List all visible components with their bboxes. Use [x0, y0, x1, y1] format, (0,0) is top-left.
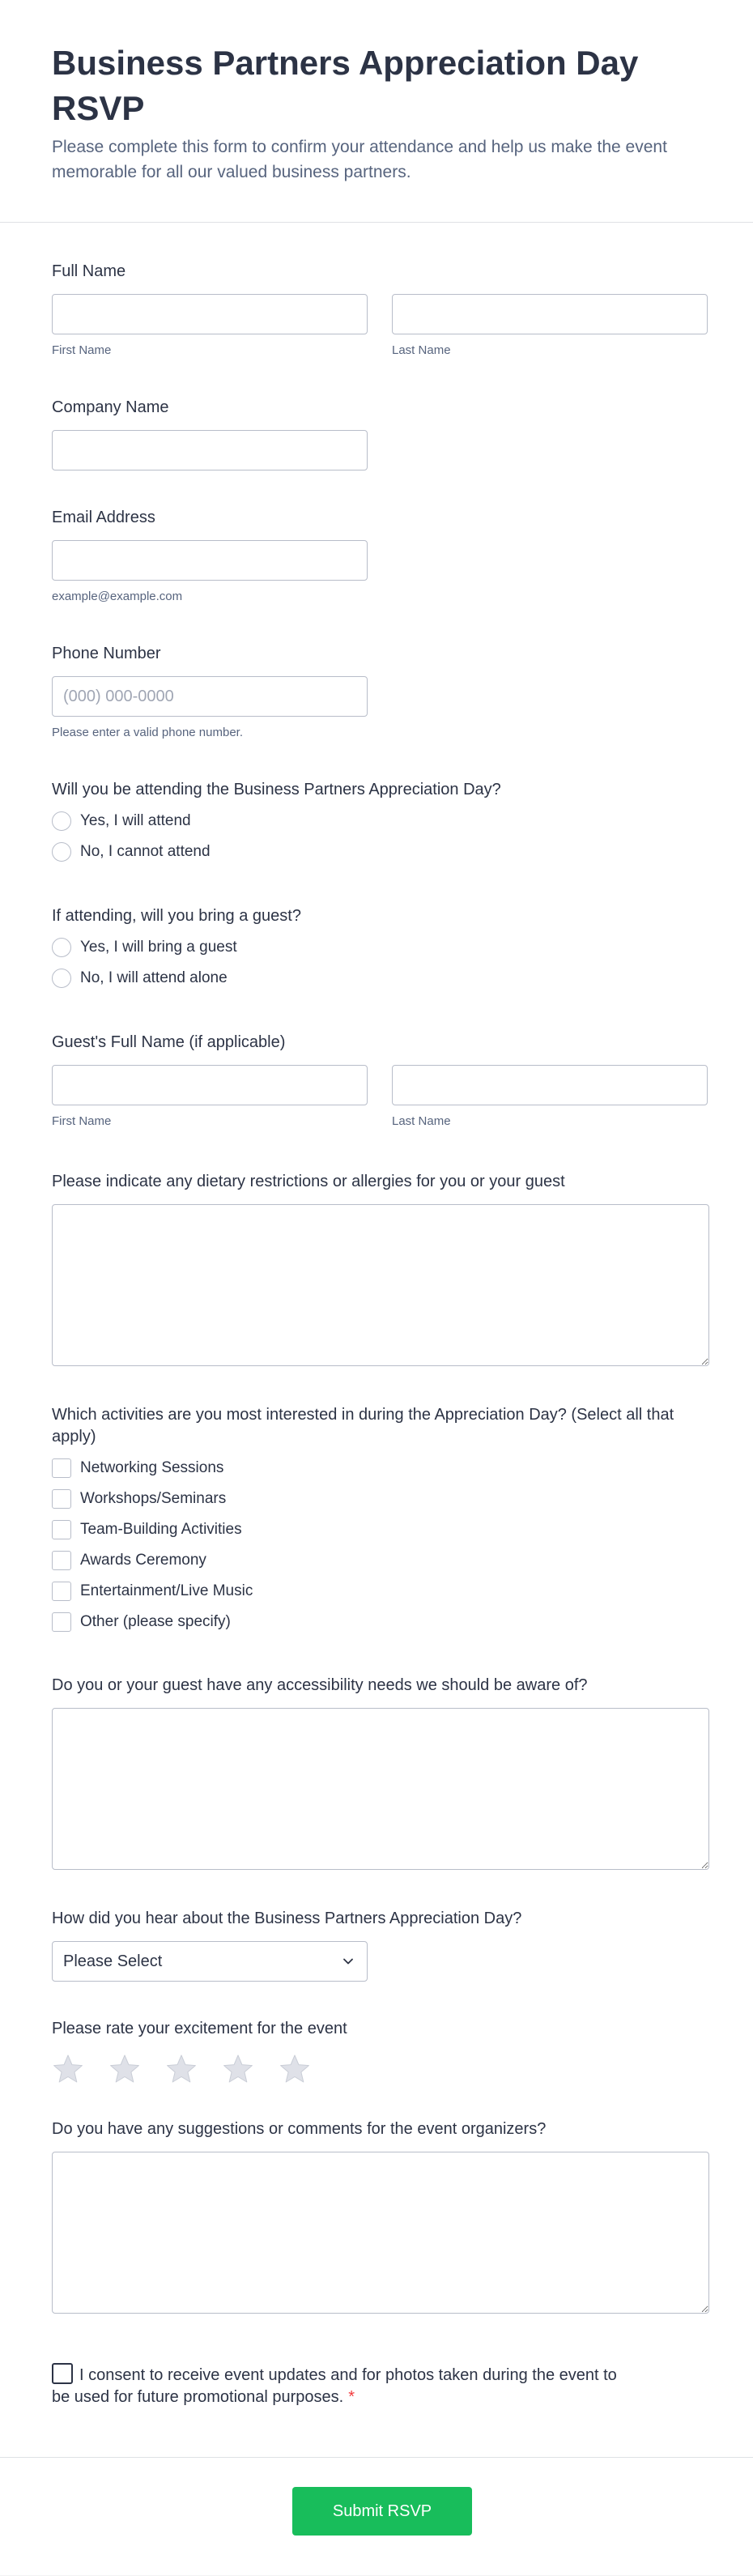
guest-name-label: Guest's Full Name (if applicable) [52, 1033, 286, 1051]
guest-last-name-sublabel: Last Name [392, 1114, 451, 1128]
radio-button[interactable] [52, 811, 71, 831]
guest-option-yes[interactable] [52, 932, 301, 963]
option-label: No, I cannot attend [80, 843, 211, 860]
required-mark: * [348, 2388, 355, 2406]
email-sublabel: example@example.com [52, 590, 183, 603]
form-header [0, 0, 753, 223]
consent-checkbox[interactable] [52, 2363, 73, 2384]
phone-input[interactable] [52, 676, 368, 717]
radio-button[interactable] [52, 842, 71, 862]
phone-label: Phone Number [52, 645, 161, 662]
first-name-input[interactable] [52, 294, 368, 334]
checkbox[interactable] [52, 1458, 71, 1478]
phone-sublabel: Please enter a valid phone number. [52, 726, 243, 739]
star-icon[interactable] [52, 2053, 84, 2085]
checkbox[interactable] [52, 1551, 71, 1570]
attending-option-no[interactable] [52, 837, 501, 867]
option-label: Awards Ceremony [80, 1552, 206, 1569]
radio-button[interactable] [52, 938, 71, 957]
email-input[interactable] [52, 540, 368, 581]
dietary-field [52, 1171, 709, 1366]
company-name-label: Company Name [52, 398, 169, 416]
option-label: Other (please specify) [80, 1613, 231, 1630]
guest-first-name-sublabel: First Name [52, 1114, 112, 1128]
guest-name-field [52, 1032, 708, 1128]
guest-first-name-input[interactable] [52, 1065, 368, 1105]
form-title: Business Partners Appreciation Day RSVP [52, 44, 639, 127]
option-label: No, I will attend alone [80, 969, 228, 986]
referral-field [52, 1908, 521, 1982]
attending-field [52, 779, 501, 867]
full-name-field [52, 261, 708, 357]
comments-field [52, 2118, 709, 2314]
rating-field [52, 2018, 347, 2085]
referral-selected-value: Please Select [63, 1952, 163, 1970]
guest-option-no[interactable] [52, 963, 301, 994]
activities-label: Which activities are you most interested in during the Appreciation Day? (Select all that apply) [52, 1406, 674, 1446]
consent-field [52, 2363, 619, 2408]
option-label: Networking Sessions [80, 1459, 224, 1476]
activities-field [52, 1404, 709, 1637]
last-name-sublabel: Last Name [392, 343, 451, 357]
option-label: Team-Building Activities [80, 1521, 242, 1538]
dietary-textarea[interactable] [52, 1204, 709, 1366]
star-icon[interactable] [222, 2053, 254, 2085]
referral-select[interactable] [52, 1941, 368, 1982]
phone-field [52, 643, 368, 739]
accessibility-field [52, 1675, 709, 1870]
star-rating [52, 2053, 347, 2085]
option-label: Workshops/Seminars [80, 1490, 227, 1507]
activity-option[interactable] [52, 1576, 709, 1607]
email-field [52, 507, 368, 603]
full-name-label: Full Name [52, 262, 126, 280]
guest-label: If attending, will you bring a guest? [52, 907, 301, 925]
star-icon[interactable] [108, 2053, 141, 2085]
radio-button[interactable] [52, 969, 71, 988]
activity-option[interactable] [52, 1545, 709, 1576]
star-icon[interactable] [279, 2053, 311, 2085]
company-name-field [52, 397, 368, 470]
checkbox[interactable] [52, 1520, 71, 1539]
accessibility-label: Do you or your guest have any accessibility needs we should be aware of? [52, 1676, 588, 1694]
activity-option[interactable] [52, 1607, 709, 1637]
rating-label: Please rate your excitement for the event [52, 2020, 347, 2037]
option-label: Yes, I will bring a guest [80, 939, 237, 956]
comments-label: Do you have any suggestions or comments for the event organizers? [52, 2120, 547, 2138]
consent-text-block [52, 2363, 619, 2408]
option-label: Entertainment/Live Music [80, 1582, 253, 1599]
checkbox[interactable] [52, 1582, 71, 1601]
referral-label: How did you hear about the Business Partners Appreciation Day? [52, 1910, 522, 1927]
guest-last-name-input[interactable] [392, 1065, 708, 1105]
attending-label: Will you be attending the Business Partners Appreciation Day? [52, 781, 501, 798]
activity-option[interactable] [52, 1484, 709, 1514]
submit-button[interactable]: Submit RSVP [292, 2487, 472, 2536]
chevron-down-icon [341, 1954, 355, 1969]
company-name-input[interactable] [52, 430, 368, 470]
attending-option-yes[interactable] [52, 806, 501, 837]
first-name-sublabel: First Name [52, 343, 112, 357]
accessibility-textarea[interactable] [52, 1708, 709, 1870]
form-footer [0, 2457, 753, 2576]
dietary-label: Please indicate any dietary restrictions or allergies for you or your guest [52, 1173, 565, 1190]
last-name-input[interactable] [392, 294, 708, 334]
email-label: Email Address [52, 509, 155, 526]
option-label: Yes, I will attend [80, 812, 191, 829]
activity-option[interactable] [52, 1514, 709, 1545]
consent-label: I consent to receive event updates and for photos taken during the event to be used for future promotional purposes. [52, 2366, 617, 2406]
checkbox[interactable] [52, 1489, 71, 1509]
activity-option[interactable] [52, 1453, 709, 1484]
comments-textarea[interactable] [52, 2152, 709, 2314]
star-icon[interactable] [165, 2053, 198, 2085]
form-subtitle: Please complete this form to confirm your attendance and help us make the event memorable for all our valued business partners. [52, 138, 667, 181]
guest-field [52, 905, 301, 994]
checkbox[interactable] [52, 1612, 71, 1632]
